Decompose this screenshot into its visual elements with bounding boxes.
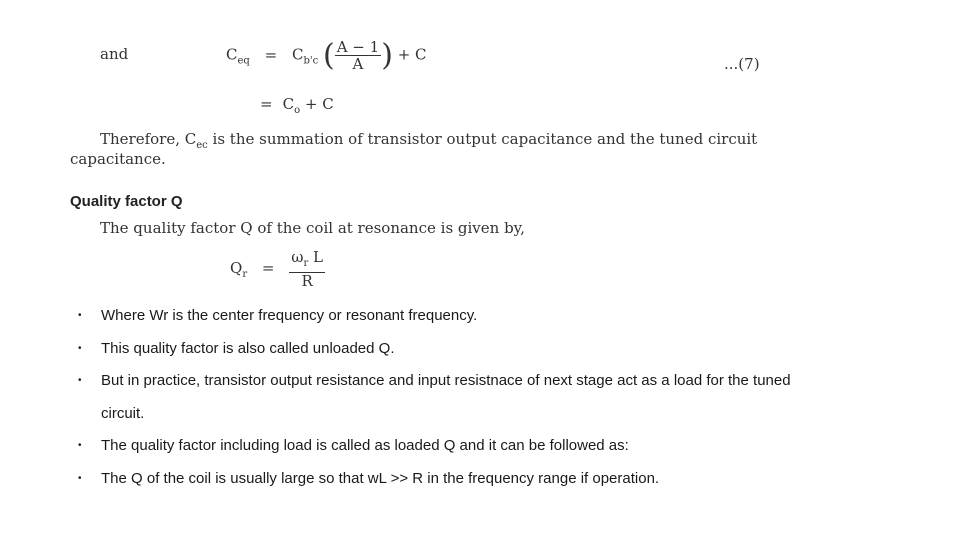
bullet-icon: •	[78, 440, 82, 451]
list-item: • This quality factor is also called unloaded Q.	[78, 333, 938, 366]
bullet-icon: •	[78, 342, 82, 354]
equation-7: $C_{eq} = C_{b'c}$ ( $\frac{A - 1}{A}$ ) + C	[226, 38, 427, 73]
and-word: and	[100, 45, 129, 63]
list-item: • The quality factor including load is called as loaded Q and it can be followed as:	[78, 430, 938, 463]
list-item: • Where Wr is the center frequency or resonant frequency.	[78, 300, 938, 333]
list-item: • But in practice, transistor output resistance and input resistnace of next stage act as a load for the tuned circuit.	[78, 365, 938, 430]
therefore-line-1: Therefore, $C_{ec}$ is the summation of transistor output capacitance and the tuned circuit	[100, 130, 758, 151]
fraction: $\frac{A - 1}{A}$	[336, 38, 380, 73]
q-fraction: $\frac{\omega_r L}{R}$	[291, 248, 323, 290]
bullet-icon: •	[78, 310, 82, 321]
bullet-icon: •	[78, 472, 82, 484]
bullet-list	[78, 300, 938, 495]
quality-factor-heading: Quality factor Q	[70, 193, 183, 210]
quality-formula: $Q_r$ = $\frac{\omega_r L}{R}$	[230, 248, 323, 290]
therefore-line-2: capacitance.	[70, 150, 166, 168]
bullet-icon: •	[78, 375, 82, 386]
quality-intro: The quality factor Q of the coil at resonance is given by,	[100, 219, 525, 237]
equation-number: ...(7)	[724, 55, 760, 73]
equation-line-2: = $C_o + C$	[260, 95, 334, 116]
list-item: • The Q of the coil is usually large so that wL >> R in the frequency range if operation.	[78, 463, 938, 496]
